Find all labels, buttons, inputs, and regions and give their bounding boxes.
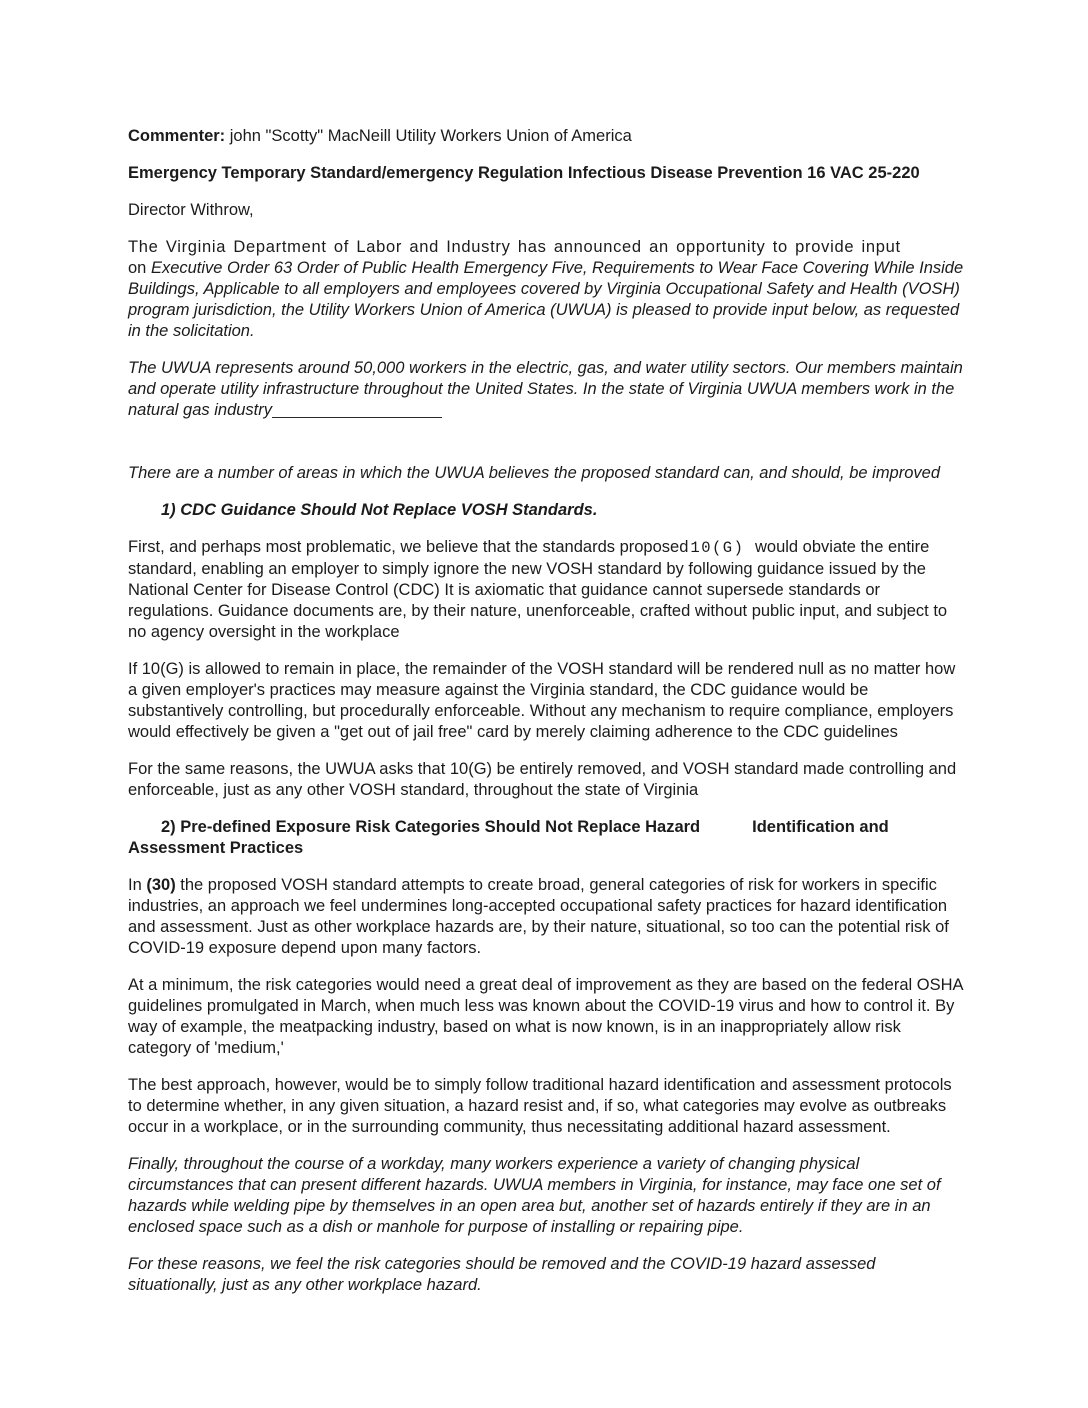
text-run: The UWUA represents around 50,000 workers in the electric, gas, and water utility sectors. Our members maintain and operate utility infrastructure throughout the United States. In the state of Virginia UWUA members work in the natural gas industry xyxy=(128,359,963,419)
text-run: Executive Order 63 Order of Public Health Emergency Five, Requirements to Wear Face Covering While Inside Buildings, Applicable to all employers and employees covered by Virginia Occupational Safety and Health (VOSH) program jurisdiction, the Utility Workers Union of America (UWUA) is pleased to provide input below, as requested in the solicitation. xyxy=(128,259,964,340)
section-2-paragraph-2 xyxy=(128,975,964,1059)
text-run: on xyxy=(128,259,151,277)
uwua-description-paragraph xyxy=(128,358,964,421)
text-run: Identification and xyxy=(752,818,889,836)
text-run: Director Withrow, xyxy=(128,201,254,219)
salutation xyxy=(128,200,964,221)
text-run: (30) xyxy=(146,876,176,894)
section-2-heading xyxy=(128,817,964,859)
text-run: First, and perhaps most problematic, we believe that the standards proposed xyxy=(128,538,689,556)
text-run: 2) Pre-defined Exposure Risk Categories Should Not Replace Hazard xyxy=(161,818,701,836)
text-run: Assessment Practices xyxy=(128,839,304,857)
section-1-paragraph-1 xyxy=(128,537,964,643)
text-run: At a minimum, the risk categories would need a great deal of improvement as they are based on the federal OSHA guidelines promulgated in March, when much less was known about the COVID-19 virus and how to control it. By way of example, the meatpacking industry, based on what is now known, is in an inappropriately allow risk category of 'medium,' xyxy=(128,976,963,1057)
text-run: Emergency Temporary Standard/emergency Regulation Infectious Disease Prevention 16 VAC 25-220 xyxy=(128,164,920,182)
text-run: In xyxy=(128,876,147,894)
text-run: There are a number of areas in which the UWUA believes the proposed standard can, and should, be improved xyxy=(128,464,941,482)
section-2-paragraph-4 xyxy=(128,1154,964,1238)
section-2-paragraph-5 xyxy=(128,1254,964,1296)
section-2-paragraph-3 xyxy=(128,1075,964,1138)
text-run: If 10(G) is allowed to remain in place, the remainder of the VOSH standard will be rendered null as no matter how a given employer's practices may measure against the Virginia standard, the CDC guidance would be substantively controlling, but procedurally enforceable. Without any mechanism to require compliance, employers would effectively be given a "get out of jail free" card by merely claiming adherence to the CDC guidelines xyxy=(128,660,956,741)
text-run: would obviate the entire standard, enabling an employer to simply ignore the new VOSH standard by following guidance issued by the National Center for Disease Control (CDC) It is axiomatic that guidance cannot supersede standards or regulations. Guidance documents are, by their nature, unenforceable, crafted without public input, and subject to no agency oversight in the workplace xyxy=(128,538,948,641)
document-title xyxy=(128,163,964,184)
text-run: 10(G) xyxy=(690,539,745,557)
section-1-paragraph-2 xyxy=(128,659,964,743)
intro-paragraph xyxy=(128,237,964,342)
text-run: The best approach, however, would be to simply follow traditional hazard identification and assessment protocols to determine whether, in any given situation, a hazard resist and, if so, what categories may evolve as outbreaks occur in a workplace, or in the surrounding community, thus necessitating additional hazard assessment. xyxy=(128,1076,952,1136)
vertical-spacer xyxy=(128,437,964,463)
commenter-line xyxy=(128,126,964,147)
improvement-statement xyxy=(128,463,964,484)
text-run: john "Scotty" MacNeill Utility Workers Union of America xyxy=(229,127,632,145)
text-run: For the same reasons, the UWUA asks that 10(G) be entirely removed, and VOSH standard made controlling and enforceable, just as any other VOSH standard, throughout the state of Virginia xyxy=(128,760,957,799)
text-run: Commenter: xyxy=(128,127,230,145)
text-run: Finally, throughout the course of a workday, many workers experience a variety of changing physical circumstances that can present different hazards. UWUA members in Virginia, for instance, may face one set of hazards while welding pipe by themselves in an open area but, another set of hazards entirely if they are in an enclosed space such as a dish or manhole for purpose of installing or repairing pipe. xyxy=(128,1155,941,1236)
text-run: The Virginia Department of Labor and Industry has announced an opportunity to provide input xyxy=(128,238,901,256)
text-run: 1) CDC Guidance Should Not Replace VOSH Standards. xyxy=(161,501,598,519)
blank-underline xyxy=(272,413,442,418)
text-run: For these reasons, we feel the risk categories should be removed and the COVID-19 hazard assessed situationally, just as any other workplace hazard. xyxy=(128,1255,876,1294)
text-run: the proposed VOSH standard attempts to create broad, general categories of risk for workers in specific industries, an approach we feel undermines long-accepted occupational safety practices for hazard identification and assessment. Just as other workplace hazards are, by their nature, situational, so too can the potential risk of COVID-19 exposure depend upon many factors. xyxy=(128,876,949,957)
section-1-paragraph-3 xyxy=(128,759,964,801)
section-1-heading xyxy=(128,500,964,521)
section-2-paragraph-1 xyxy=(128,875,964,959)
